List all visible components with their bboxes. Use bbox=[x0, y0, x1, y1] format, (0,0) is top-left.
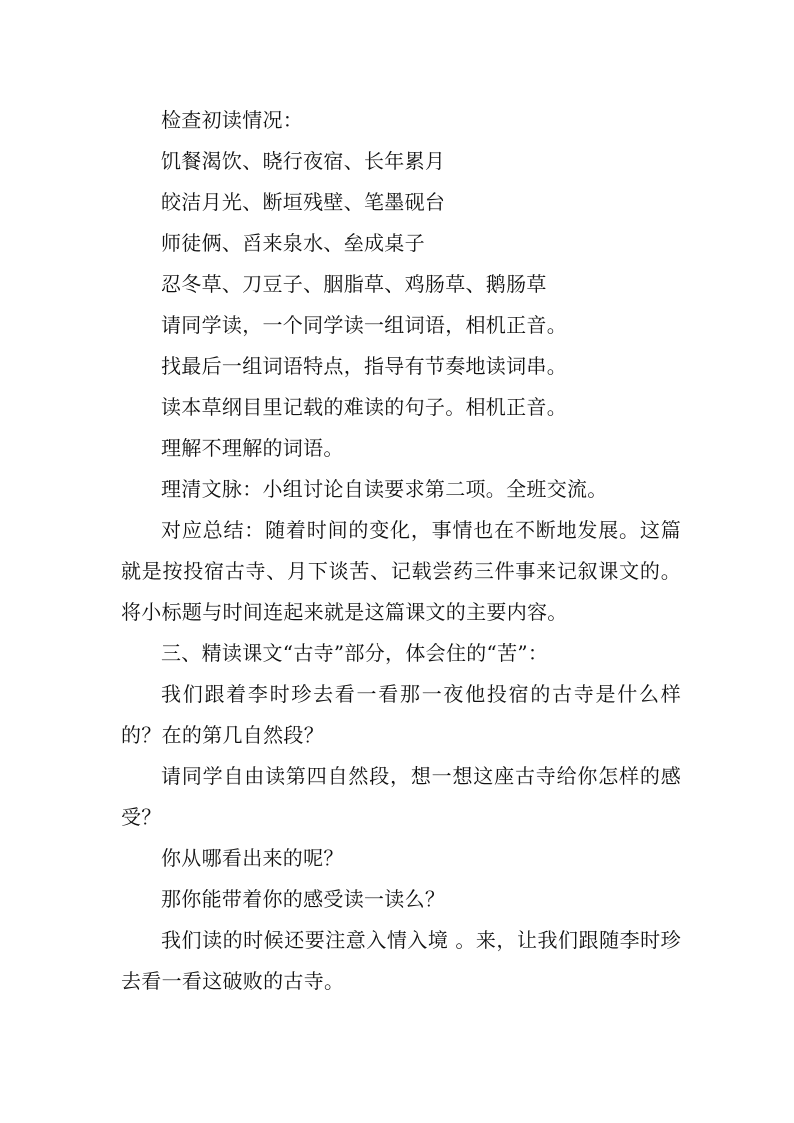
paragraph-temple-question: 我们跟着李时珍去看一看那一夜他投宿的古寺是什么样的？在的第几自然段？ bbox=[121, 682, 681, 747]
paragraph-check-first-reading: 检查初读情况： bbox=[161, 108, 304, 132]
paragraph-read-with-feeling: 那你能带着你的感受读一读么？ bbox=[161, 887, 446, 911]
paragraph-understand-words: 理解不理解的词语。 bbox=[161, 436, 344, 460]
paragraph-summary: 对应总结：随着时间的变化，事情也在不断地发展。这篇就是按投宿古寺、月下谈苦、记载尝药三件事来记叙课文的。将小标题与时间连起来就是这篇课文的主要内容。 bbox=[121, 518, 681, 624]
paragraph-difficult-sentences: 读本草纲目里记载的难读的句子。相机正音。 bbox=[161, 395, 567, 419]
paragraph-section-three-heading: 三、精读课文“古寺”部分，体会住的“苦”： bbox=[161, 641, 549, 665]
document-body bbox=[121, 100, 681, 1002]
paragraph-read-words: 请同学读，一个同学读一组词语，相机正音。 bbox=[161, 313, 567, 337]
paragraph-word-group-1: 饥餐渴饮、晓行夜宿、长年累月 bbox=[161, 149, 446, 173]
paragraph-text-structure: 理清文脉：小组讨论自读要求第二项。全班交流。 bbox=[161, 477, 608, 501]
paragraph-where-seen: 你从哪看出来的呢？ bbox=[161, 846, 344, 870]
paragraph-word-group-2: 皎洁月光、断垣残壁、笔墨砚台 bbox=[161, 190, 446, 214]
paragraph-word-group-4: 忍冬草、刀豆子、胭脂草、鸡肠草、鹅肠草 bbox=[161, 272, 547, 296]
paragraph-free-reading: 请同学自由读第四自然段，想一想这座古寺给你怎样的感受？ bbox=[121, 764, 681, 829]
paragraph-follow-li-shizhen: 我们读的时候还要注意入情入境 。来，让我们跟随李时珍去看一看这破败的古寺。 bbox=[121, 928, 681, 993]
paragraph-rhythm-reading: 找最后一组词语特点，指导有节奏地读词串。 bbox=[161, 354, 567, 378]
paragraph-word-group-3: 师徒俩、舀来泉水、垒成桌子 bbox=[161, 231, 425, 255]
